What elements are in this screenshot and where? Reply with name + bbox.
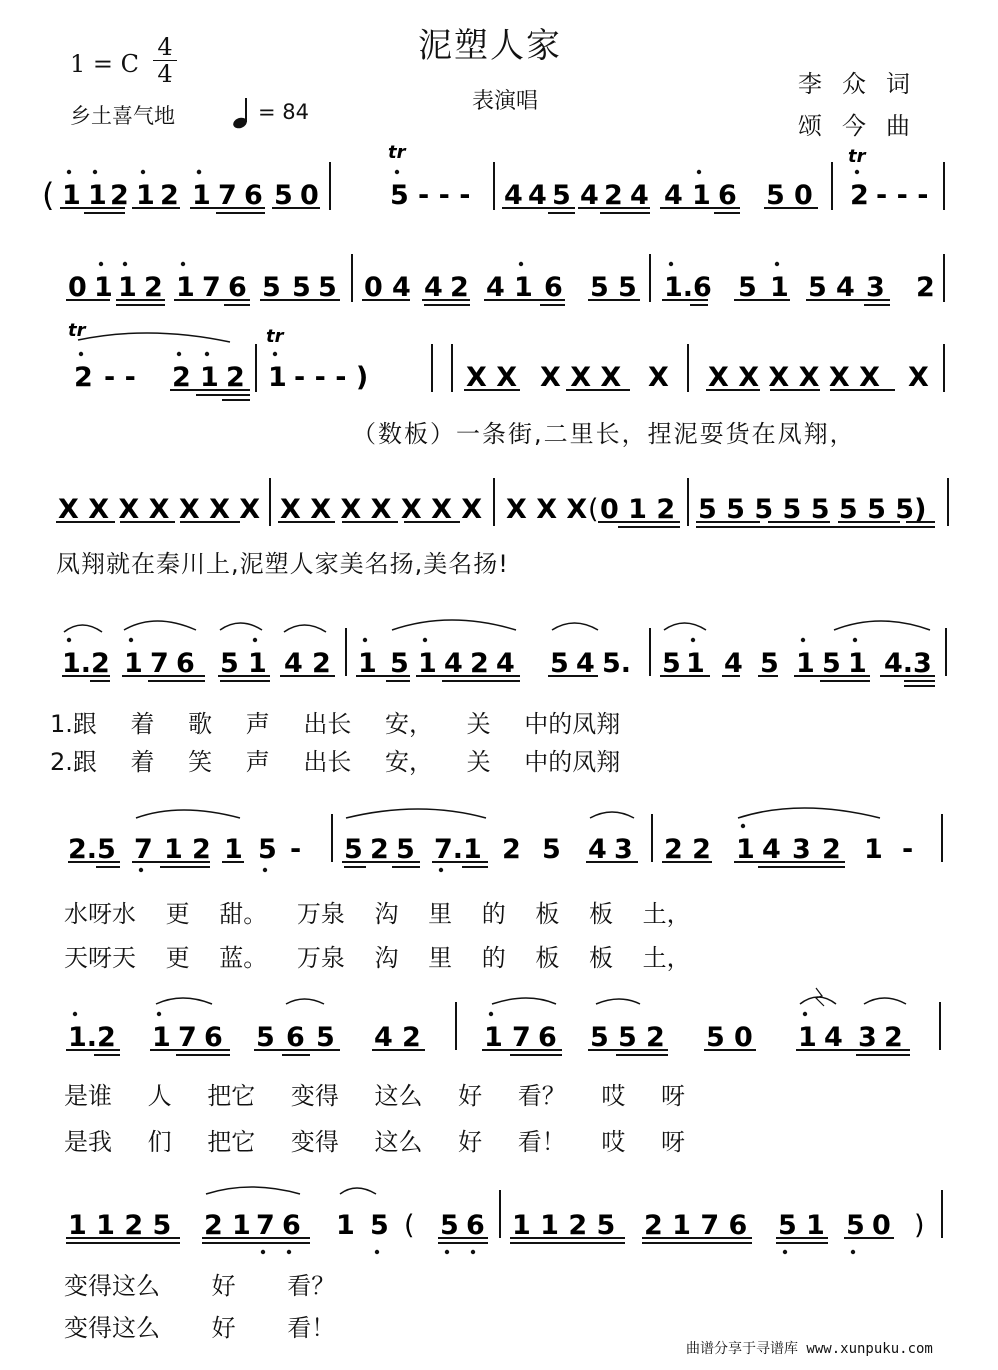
- svg-text:5: 5: [550, 648, 569, 679]
- system-1: [42, 142, 944, 214]
- svg-text:7: 7: [150, 648, 169, 679]
- system-6: [68, 808, 942, 872]
- svg-text:1: 1: [806, 1210, 825, 1241]
- svg-text:5: 5: [760, 648, 779, 679]
- lyric-line: 2.跟 着 笑 声 出长 安， 关 中的凤翔: [50, 748, 621, 776]
- svg-text:5: 5: [370, 1210, 389, 1241]
- svg-text:7: 7: [134, 834, 153, 865]
- source-footer: 曲谱分享于寻谱库 www.xunpuku.com: [686, 1341, 933, 1357]
- svg-text:2: 2: [172, 362, 191, 393]
- svg-text:5.: 5.: [602, 648, 632, 679]
- svg-text:2: 2: [646, 1022, 665, 1053]
- svg-text:4: 4: [496, 648, 515, 679]
- svg-text:6: 6: [228, 272, 247, 303]
- svg-text:5: 5: [552, 180, 571, 211]
- svg-text:4: 4: [664, 180, 683, 211]
- note: 1: [62, 180, 81, 211]
- svg-text:5: 5: [662, 648, 681, 679]
- measure-3-notes: [504, 180, 813, 211]
- svg-text:): ): [914, 1210, 925, 1241]
- composer-credit: 颂今曲: [798, 112, 930, 140]
- svg-text:1: 1: [152, 1022, 171, 1053]
- svg-text:4: 4: [424, 272, 443, 303]
- time-signature-bottom: 4: [157, 60, 173, 88]
- svg-text:5: 5: [618, 1022, 637, 1053]
- time-signature-top: 4: [157, 33, 173, 61]
- svg-text:4: 4: [284, 648, 303, 679]
- trill-mark: tr: [848, 146, 866, 167]
- note: 2: [160, 180, 179, 211]
- svg-text:1: 1: [686, 648, 705, 679]
- svg-text:4.3: 4.3: [884, 648, 932, 679]
- svg-text:4: 4: [504, 180, 523, 211]
- svg-text:4: 4: [580, 180, 599, 211]
- svg-text:1: 1: [164, 834, 183, 865]
- svg-text:7: 7: [178, 1022, 197, 1053]
- svg-text:1.6: 1.6: [664, 272, 712, 303]
- svg-text:4: 4: [444, 648, 463, 679]
- svg-text:5: 5: [542, 834, 561, 865]
- svg-text:0 1 2: 0 1 2: [600, 494, 676, 525]
- lyric-line: 变得这么 好 看？: [64, 1272, 336, 1300]
- svg-text:6: 6: [176, 648, 195, 679]
- svg-text:1: 1: [770, 272, 789, 303]
- svg-text:1: 1: [248, 648, 267, 679]
- svg-text:1 1 2 5: 1 1 2 5: [68, 1210, 172, 1241]
- lyric-line: 变得这么 好 看！: [64, 1314, 336, 1342]
- note: 6: [244, 180, 263, 211]
- svg-text:0: 0: [734, 1022, 753, 1053]
- svg-text:7: 7: [512, 1022, 531, 1053]
- system-5: [62, 620, 946, 686]
- svg-text:2: 2: [144, 272, 163, 303]
- svg-text:2: 2: [402, 1022, 421, 1053]
- svg-text:4: 4: [762, 834, 781, 865]
- svg-text:5: 5: [738, 272, 757, 303]
- system-3: [68, 320, 944, 400]
- svg-text:-: -: [290, 834, 302, 865]
- svg-text:1: 1: [418, 648, 437, 679]
- svg-text:5: 5: [318, 272, 337, 303]
- svg-text:1: 1: [336, 1210, 355, 1241]
- svg-text:5: 5: [808, 272, 827, 303]
- svg-text:X: X: [908, 362, 929, 393]
- note: 1: [136, 180, 155, 211]
- svg-text:2: 2: [822, 834, 841, 865]
- trill-mark: tr: [388, 142, 406, 163]
- svg-text:2: 2: [450, 272, 469, 303]
- svg-text:1: 1: [124, 648, 143, 679]
- svg-text:5: 5: [396, 834, 415, 865]
- svg-text:2 1 7 6: 2 1 7 6: [644, 1210, 748, 1241]
- svg-text:1 1 2 5: 1 1 2 5: [512, 1210, 616, 1241]
- song-subtitle: 表演唱: [472, 89, 539, 114]
- svg-text:1: 1: [232, 1210, 251, 1241]
- svg-text:5: 5: [316, 1022, 335, 1053]
- system-8: [66, 1187, 942, 1254]
- svg-text:5: 5: [292, 272, 311, 303]
- trill-mark: tr: [266, 326, 284, 347]
- svg-text:2: 2: [312, 648, 331, 679]
- open-paren: (: [42, 176, 55, 214]
- svg-text:2: 2: [470, 648, 489, 679]
- svg-text:4: 4: [836, 272, 855, 303]
- svg-text:3: 3: [614, 834, 633, 865]
- svg-text:X X X X X X X: X X X X X X X: [58, 494, 261, 525]
- svg-text:6: 6: [544, 272, 563, 303]
- svg-text:3: 3: [858, 1022, 877, 1053]
- svg-text:5: 5: [590, 1022, 609, 1053]
- svg-text:2 2: 2 2: [664, 834, 711, 865]
- tempo-marking: = 84: [258, 100, 309, 124]
- song-title: 泥塑人家: [418, 26, 562, 66]
- svg-text:5: 5: [822, 648, 841, 679]
- svg-text:5: 5: [258, 834, 277, 865]
- expression-marking: 乡土喜气地: [70, 104, 175, 128]
- svg-text:6: 6: [718, 180, 737, 211]
- lyric-line: 天呀天 更 蓝。 万泉 沟 里 的 板 板 土，: [64, 944, 691, 972]
- svg-text:6: 6: [538, 1022, 557, 1053]
- note: 7: [218, 180, 237, 211]
- svg-text:0: 0: [364, 272, 383, 303]
- svg-text:2: 2: [226, 362, 245, 393]
- svg-text:1: 1: [224, 834, 243, 865]
- svg-text:X X X: X X X: [540, 362, 622, 393]
- svg-text:-: -: [902, 834, 914, 865]
- svg-text:1: 1: [798, 1022, 817, 1053]
- system-4: [56, 478, 948, 527]
- svg-text:1: 1: [484, 1022, 503, 1053]
- svg-text:X X X X X X X: X X X X X X X: [280, 494, 483, 525]
- svg-text:2: 2: [192, 834, 211, 865]
- svg-text:1: 1: [118, 272, 137, 303]
- dash: - - -: [876, 180, 929, 211]
- note: 2: [850, 180, 869, 211]
- svg-text:0: 0: [794, 180, 813, 211]
- svg-text:4: 4: [630, 180, 649, 211]
- svg-text:X: X: [648, 362, 669, 393]
- svg-text:5: 5: [706, 1022, 725, 1053]
- svg-text:6: 6: [282, 1210, 301, 1241]
- trill-mark: tr: [68, 320, 86, 341]
- svg-text:1.2: 1.2: [68, 1022, 116, 1053]
- svg-text:6: 6: [466, 1210, 485, 1241]
- measure-1-notes: [62, 180, 319, 211]
- svg-text:1: 1: [864, 834, 883, 865]
- svg-text:1: 1: [94, 272, 113, 303]
- note: 5: [274, 180, 293, 211]
- note: 0: [300, 180, 319, 211]
- svg-text:2: 2: [604, 180, 623, 211]
- note: 2: [110, 180, 129, 211]
- lyric-line: 1.跟 着 歌 声 出长 安， 关 中的凤翔: [50, 710, 621, 738]
- svg-text:4: 4: [576, 648, 595, 679]
- svg-text:7.1: 7.1: [434, 834, 482, 865]
- svg-text:2: 2: [884, 1022, 903, 1053]
- svg-text:3: 3: [792, 834, 811, 865]
- svg-text:4: 4: [486, 272, 505, 303]
- lyricist-credit: 李众词: [798, 70, 930, 98]
- svg-text:1: 1: [736, 834, 755, 865]
- svg-text:X X X X X X: X X X X X X: [708, 362, 880, 393]
- svg-text:6: 6: [286, 1022, 305, 1053]
- svg-text:2: 2: [204, 1210, 223, 1241]
- key-signature: 1 = C: [70, 50, 139, 78]
- svg-text:0: 0: [872, 1210, 891, 1241]
- svg-text:1: 1: [176, 272, 195, 303]
- svg-text:5: 5: [766, 180, 785, 211]
- svg-text:6: 6: [204, 1022, 223, 1053]
- svg-text:X X X: X X X: [506, 494, 588, 525]
- svg-text:1: 1: [692, 180, 711, 211]
- dash: - - -: [418, 180, 471, 211]
- svg-text:0: 0: [68, 272, 87, 303]
- svg-text:2.5: 2.5: [68, 834, 116, 865]
- svg-text:1: 1: [848, 648, 867, 679]
- note: 1: [88, 180, 107, 211]
- svg-text:X X: X X: [466, 362, 518, 393]
- svg-text:5 5 5 5 5 5 5 5): 5 5 5 5 5 5 5 5): [698, 494, 927, 525]
- svg-text:1: 1: [268, 362, 287, 393]
- svg-text:1.2: 1.2: [62, 648, 110, 679]
- svg-text:4: 4: [588, 834, 607, 865]
- svg-text:5: 5: [846, 1210, 865, 1241]
- svg-text:5: 5: [618, 272, 637, 303]
- svg-text:5: 5: [262, 272, 281, 303]
- svg-text:1: 1: [358, 648, 377, 679]
- svg-text:- -: - -: [104, 362, 136, 393]
- svg-text:1: 1: [796, 648, 815, 679]
- svg-text:4: 4: [528, 180, 547, 211]
- svg-text:5: 5: [390, 648, 409, 679]
- svg-text:5: 5: [778, 1210, 797, 1241]
- lyric-line: 凤翔就在秦川上,泥塑人家美名扬,美名扬!: [56, 550, 509, 578]
- svg-text:5: 5: [344, 834, 363, 865]
- svg-text:4: 4: [824, 1022, 843, 1053]
- svg-text:(: (: [404, 1210, 415, 1241]
- svg-text:4: 4: [392, 272, 411, 303]
- lyric-line: （数板）一条街,二里长，捏泥耍货在凤翔，: [352, 420, 856, 448]
- svg-text:(: (: [588, 494, 599, 525]
- lyric-line: 是我 们 把它 变得 这么 好 看！ 哎 呀: [64, 1128, 686, 1156]
- note: 1: [192, 180, 211, 211]
- svg-text:2: 2: [916, 272, 935, 303]
- note: 5: [390, 180, 409, 211]
- svg-text:5: 5: [220, 648, 239, 679]
- svg-text:4: 4: [724, 648, 743, 679]
- svg-text:1: 1: [514, 272, 533, 303]
- svg-text:2: 2: [74, 362, 93, 393]
- svg-text:5: 5: [590, 272, 609, 303]
- svg-text:4: 4: [374, 1022, 393, 1053]
- lyric-line: 是谁 人 把它 变得 这么 好 看？ 哎 呀: [64, 1082, 686, 1110]
- svg-text:5: 5: [256, 1022, 275, 1053]
- svg-text:2: 2: [370, 834, 389, 865]
- svg-text:2: 2: [502, 834, 521, 865]
- svg-text:3: 3: [866, 272, 885, 303]
- svg-text:7: 7: [202, 272, 221, 303]
- system-2: [66, 254, 944, 305]
- svg-text:1: 1: [200, 362, 219, 393]
- svg-text:- - - ): - - - ): [294, 362, 369, 393]
- system-7: [66, 988, 940, 1055]
- lyric-line: 水呀水 更 甜。 万泉 沟 里 的 板 板 土，: [64, 900, 691, 928]
- high-dots: [67, 170, 201, 174]
- svg-text:7: 7: [256, 1210, 275, 1241]
- svg-text:5: 5: [440, 1210, 459, 1241]
